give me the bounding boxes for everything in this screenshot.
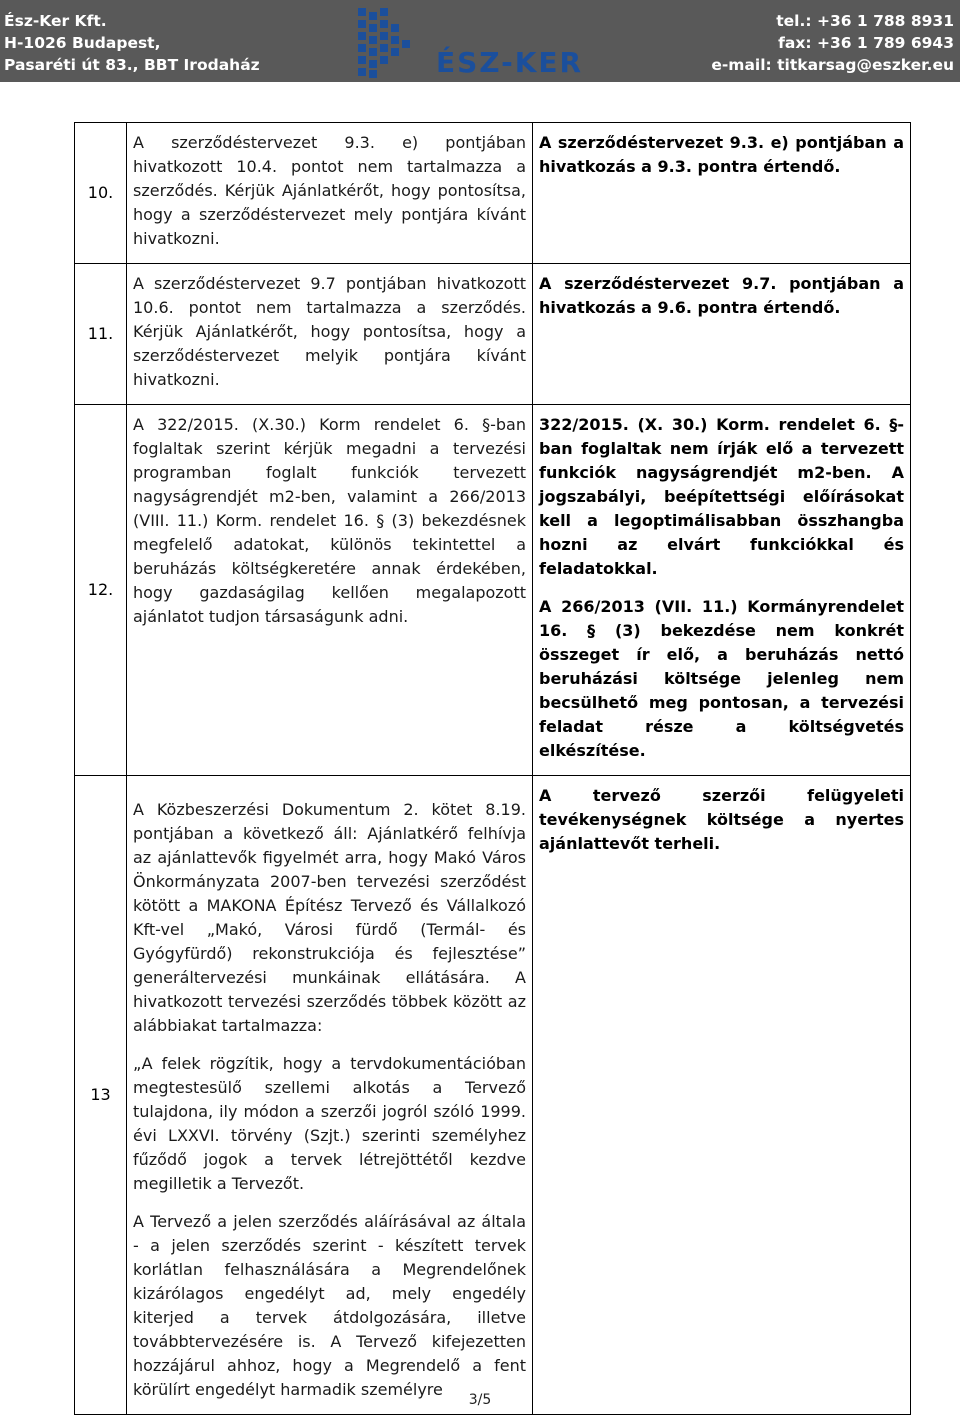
answer-text: A szerződéstervezet 9.7. pontjában a hivatkozás a 9.6. pontra értendő. (539, 274, 904, 317)
quoted-contract-text: „A felek rögzítik, hogy a tervdokumentációban megtestesülő szellemi alkotás a Tervező tulajdona, ily módon a szerzői jogról szóló 1999. évi LXXVI. törvény (Szjt.) szerinti személyhez fűződő jogok a tervek létrejöttétől kezdve megilletik a Tervezőt. (133, 1054, 526, 1193)
row-number: 10. (75, 123, 127, 264)
phone: tel.: +36 1 788 8931 (776, 12, 954, 30)
company-street: Pasaréti út 83., BBT Irodaház (4, 56, 260, 74)
answer-cell (533, 123, 911, 264)
contact-info (711, 10, 954, 76)
table-row (75, 264, 911, 405)
table-row (75, 776, 911, 1415)
quoted-contract-text: A Tervező a jelen szerződés aláírásával az általa - a jelen szerződés szerint - készített tervek korlátlan felhasználására a Megrendelőnek kizárólagos engedélyt ad, mely engedély kiterjed a tervek átdolgozására, illetve továbbtervezésére is. A Tervező kifejezetten hozzájárul ahhoz, hogy a Megrendelő a fent körülírt engedélyt harmadik személyre (133, 1212, 526, 1399)
company-name: Ész-Ker Kft. (4, 12, 107, 30)
table-row (75, 123, 911, 264)
question-text: A 322/2015. (X.30.) Korm rendelet 6. §-ban foglaltak szerint kérjük megadni a tervezési programban foglalt funkciók tervezett nagyságrendjét m2-ben, valamint a 266/2013 (VIII. 11.) Korm. rendelet 16. § (3) bekezdésnek megfelelő adatokat, különös tekintettel a beruházás költségkeretére annak érdekében, hogy gazdaságilag kellően megalapozott ajánlatot tudjon társaságunk adni. (133, 415, 526, 626)
answer-text: A 266/2013 (VII. 11.) Kormányrendelet 16. § (3) bekezdése nem konkrét összeget ír elő, a beruházás nettó beruházási költsége jelenleg nem becsülhető meg pontosan, a tervezési feladat része a költségvetés elkészítése. (539, 597, 904, 760)
answer-cell (533, 264, 911, 405)
answer-text: A szerződéstervezet 9.3. e) pontjában a hivatkozás a 9.3. pontra értendő. (539, 133, 904, 176)
eszker-logo-icon (358, 8, 410, 78)
question-cell (127, 405, 533, 776)
blank-line (133, 784, 526, 798)
logo-text: ÉSZ-KER (436, 46, 584, 79)
row-number: 12. (75, 405, 127, 776)
row-number: 11. (75, 264, 127, 405)
answer-cell (533, 405, 911, 776)
company-address (4, 10, 260, 76)
qa-table (74, 122, 911, 1415)
question-text: A szerződéstervezet 9.7 pontjában hivatkozott 10.6. pontot nem tartalmazza a szerződés. Kérjük Ajánlatkérőt, hogy pontosítsa, hogy a szerződéstervezet melyik pontjára kívánt hivatkozni. (133, 274, 526, 389)
question-text: A szerződéstervezet 9.3. e) pontjában hivatkozott 10.4. pontot nem tartalmazza a szerződés. Kérjük Ajánlatkérőt, hogy pontosítsa, hogy a szerződéstervezet mely pontjára kívánt hivatkozni. (133, 133, 526, 248)
answer-cell (533, 776, 911, 1415)
table-row (75, 405, 911, 776)
answer-text: A tervező szerzői felügyeleti tevékenységnek költsége a nyertes ajánlattevőt terheli. (539, 786, 904, 853)
email: e-mail: titkarsag@eszker.eu (711, 56, 954, 74)
question-cell (127, 123, 533, 264)
letterhead (0, 0, 960, 82)
page-number: 3/5 (468, 1392, 492, 1408)
fax: fax: +36 1 789 6943 (778, 34, 954, 52)
answer-text: 322/2015. (X. 30.) Korm. rendelet 6. §-ban foglaltak nem írják elő a tervezett funkciók nagyságrendjét m2-ben. A jogszabályi, beépítettségi előírásokat kell a legoptimálisabban összhangba hozni az elvárt funkciókkal és feladatokkal. (539, 415, 904, 578)
row-number: 13 (75, 776, 127, 1415)
question-cell (127, 776, 533, 1415)
question-text: A Közbeszerzési Dokumentum 2. kötet 8.19. pontjában a következő áll: Ajánlatkérő felhívja az ajánlattevők figyelmét arra, hogy Makó Város Önkormányzata 2007-ben tervezési szerződést kötött a MAKONA Építész Tervező és Vállalkozó Kft-vel „Makó, Városi fürdő (Termál- és Gyógyfürdő) rekonstrukciója és fejlesztése” generáltervezési munkáinak ellátására. A hivatkozott tervezési szerződés többek között az alábbiakat tartalmazza: (133, 800, 526, 1035)
question-cell (127, 264, 533, 405)
company-city: H-1026 Budapest, (4, 34, 161, 52)
